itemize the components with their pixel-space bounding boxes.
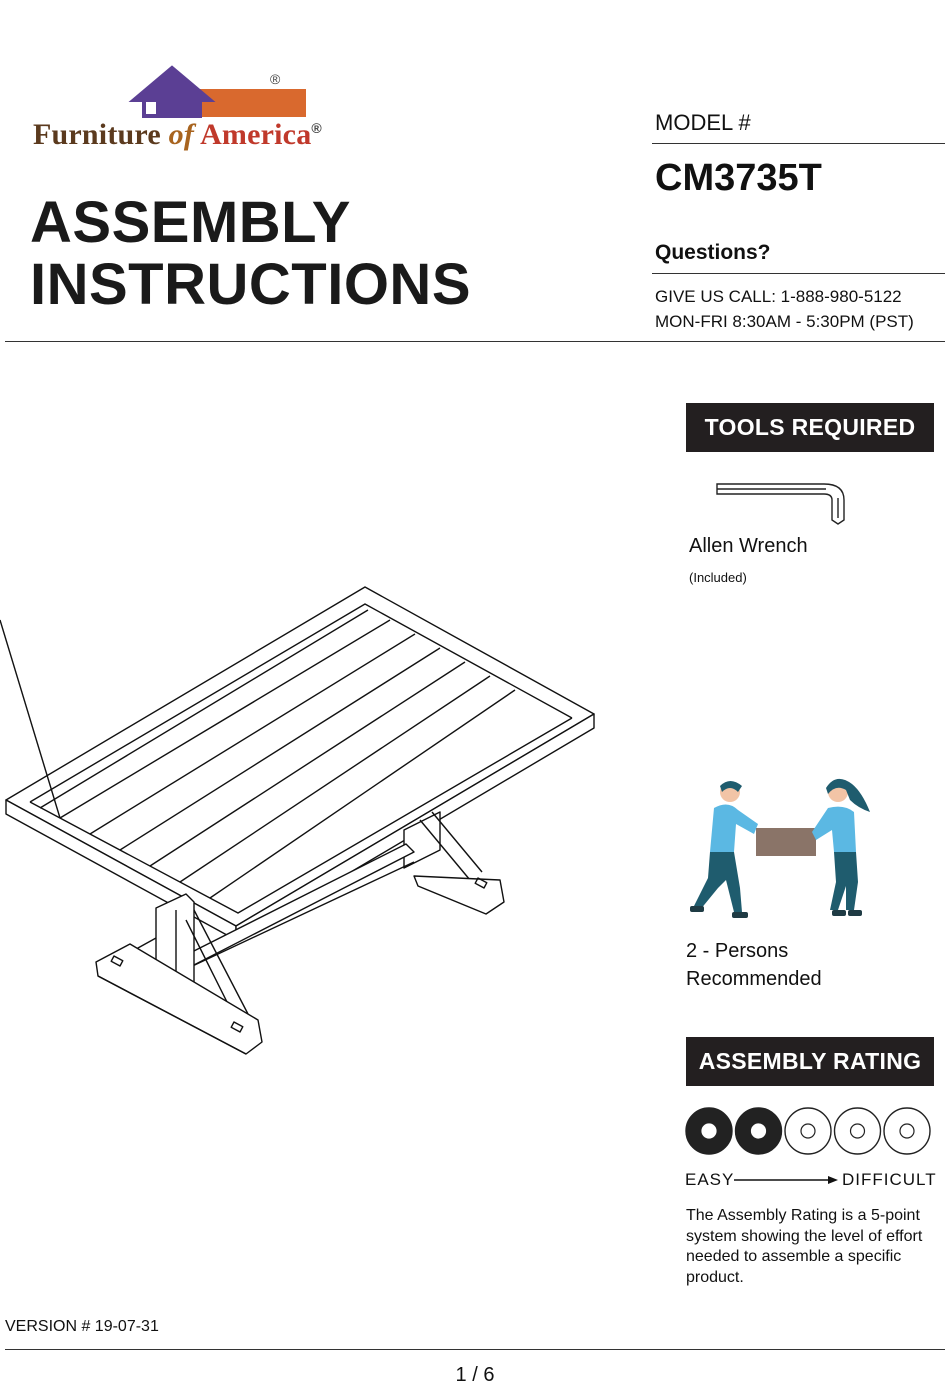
questions-label: Questions? [655,241,771,264]
logo-bar [200,89,306,117]
brand-name-part2: America [200,118,312,151]
brand-name-of: of [168,118,195,151]
model-divider [652,143,945,144]
page-number: 1 / 6 [455,1364,495,1386]
rating-circle-center [752,1124,766,1138]
rating-circle-center [702,1124,716,1138]
registered-mark: ® [311,120,322,136]
svg-text:®: ® [270,71,281,87]
header-divider [5,341,945,342]
rating-circle-center [801,1124,815,1138]
two-persons-carrying-icon [686,778,876,923]
tool-name: Allen Wrench [689,535,808,557]
brand-wordmark [33,118,322,152]
contact-hours: MON-FRI 8:30AM - 5:30PM (PST) [655,312,914,331]
allen-wrench-icon [714,480,848,526]
title-line-1: ASSEMBLY [30,190,351,255]
person-right-pants [830,852,858,910]
assembly-rating-scale [684,1106,934,1158]
person-left-shirt [710,804,758,852]
scale-difficult-label: DIFFICULT [842,1170,937,1189]
footer-divider [5,1349,945,1350]
tools-required-heading: TOOLS REQUIRED [686,403,934,452]
rating-circle-center [851,1124,865,1138]
model-label: MODEL # [655,110,751,135]
persons-line-1: 2 - Persons [686,940,789,962]
assembly-rating-heading: ASSEMBLY RATING [686,1037,934,1086]
rating-circle-center [900,1124,914,1138]
rating-description: The Assembly Rating is a 5-point system showing the level of effort needed to assemble a specific product. [686,1207,923,1286]
carried-box [756,828,816,856]
page-title [30,192,471,316]
contact-phone: GIVE US CALL: 1-888-980-5122 [655,287,902,306]
trestle-table-illustration [0,580,610,1060]
scale-arrow-icon [734,1174,840,1186]
model-number: CM3735T [655,157,822,199]
persons-line-2: Recommended [686,968,822,990]
version-label: VERSION # 19-07-31 [5,1318,159,1335]
questions-divider [652,273,945,274]
brand-name-part1: Furniture [33,118,161,151]
title-line-2: INSTRUCTIONS [30,252,471,317]
person-left-pants [694,852,742,912]
scale-easy-label: EASY [685,1170,735,1189]
persons-recommendation [686,937,822,993]
tool-note: (Included) [689,570,747,585]
person-right-shirt [812,807,856,852]
